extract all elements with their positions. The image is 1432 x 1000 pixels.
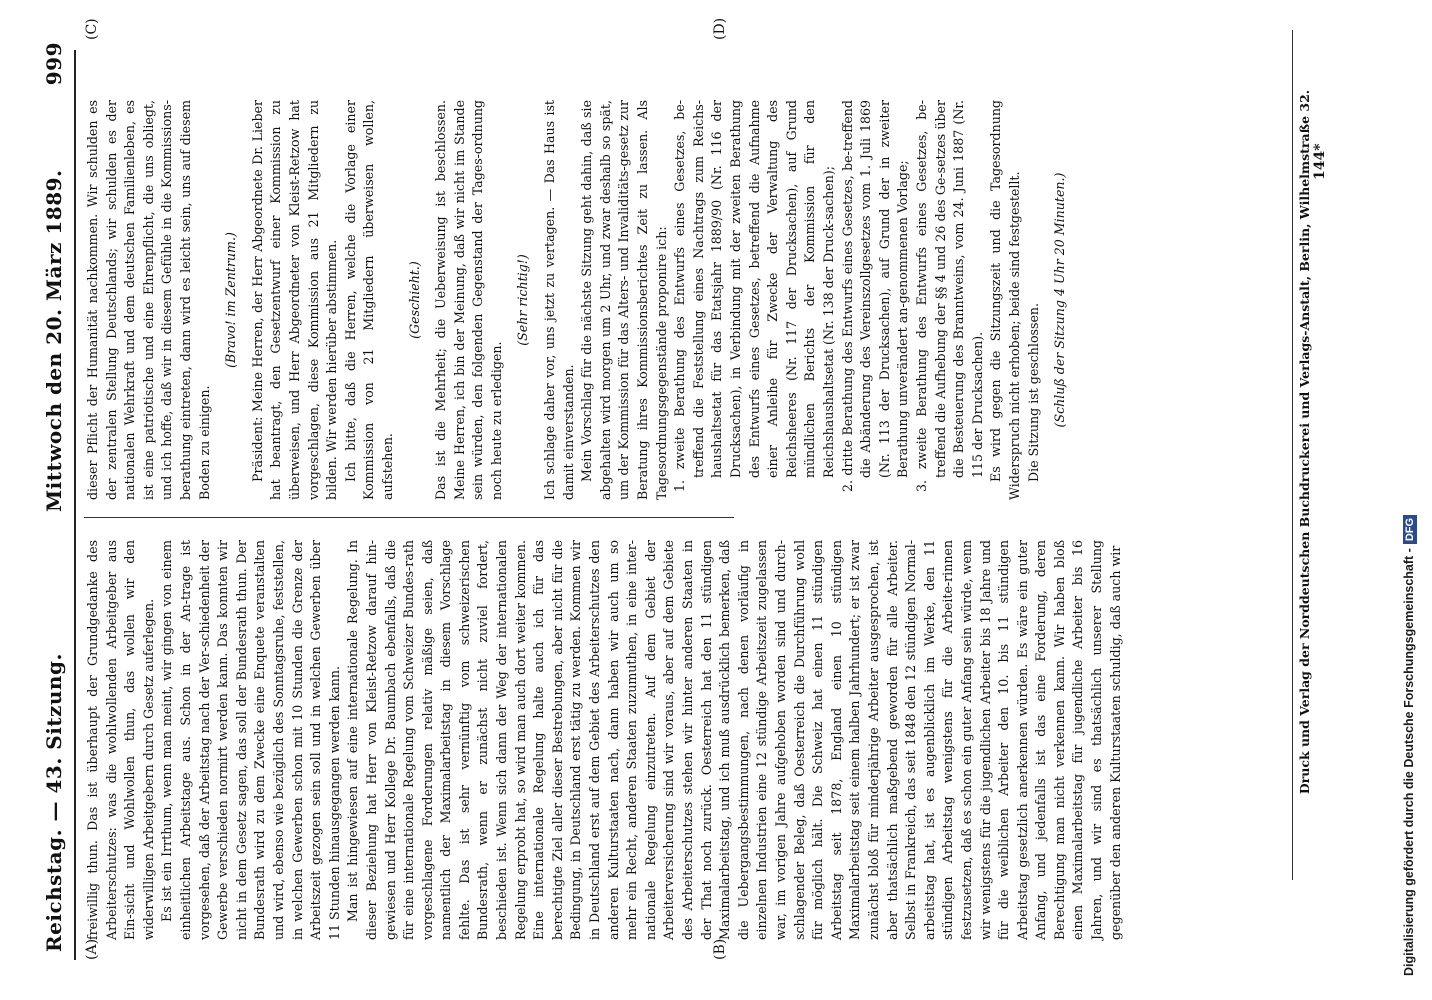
margin-marker-c: (C)	[84, 18, 100, 40]
agenda-item: 3. zweite Berathung des Entwurfs eines Gesetzes, be-treffend die Aufhebung der §§ 4 und 26 des Ge-setzes über die Besteuerung des Branntweins, vom 24. Juni 1887 (Nr. 115 der Drucksachen).	[913, 100, 985, 492]
footer-rule	[1292, 30, 1293, 880]
interjection: (Sehr richtig!)	[515, 254, 531, 346]
header-rule	[74, 50, 76, 960]
paragraph: Ich schlage daher vor, uns jetzt zu vertagen. — Das Haus ist damit einverstanden.	[542, 100, 576, 500]
paragraph: Mein Vorschlag für die nächste Sitzung geht dahin, daß sie abgehalten wird morgen um 2 Uhr, und zwar deshalb so spät, um der Kommission für das Alters- und Invaliditäts-gesetz zur Beratung ihres Kommissionsberichtes Zeit zu lassen. Als Tagesordnungsgegenstände proponire ich:	[579, 100, 669, 500]
digitization-note	[1402, 16, 1417, 976]
interjection: (Bravo! im Zentrum.)	[223, 232, 239, 368]
header-session: Reichstag. — 43. Sitzung.	[42, 653, 66, 952]
paragraph: Die Sitzung ist geschlossen.	[1025, 302, 1041, 482]
page-number: 999	[42, 42, 66, 86]
agenda-item: 1. zweite Berathung des Entwurfs eines Gesetzes, be-treffend die Feststellung eines Nachtrags zum Reichs-haushaltsetat für das Etatsjahr 1889/90 (Nr. 116 der Drucksachen), in Verbindung mit der zweiten Berathung des Entwurfs eines Gesetzes, betreffend die Aufnahme einer Anleihe für Zwecke der Verwaltung des Reichsheeres (Nr. 117 der Drucksachen), auf Grund mündlichen Berichts der Kommission für den Reichshaushaltsetat (Nr. 138 der Druck-sachen);	[672, 100, 836, 492]
margin-marker-a: (A)	[84, 938, 100, 960]
paragraph: Ich bitte, daß die Herren, welche die Vorlage einer Kommission von 21 Mitgliedern überweisen wollen, aufstehen.	[342, 100, 395, 500]
header-date: Mittwoch den 20. März 1889.	[42, 169, 66, 512]
paragraph: Es wird gegen die Sitzungszeit und die Tagesordnung Widerspruch nicht erhoben; beide sind festgestellt.	[988, 100, 1022, 500]
margin-marker-d: (D)	[712, 17, 728, 40]
printer-imprint: Druck und Verlag der Norddeutschen Buchdruckerei und Verlags-Anstalt, Berlin, Wilhelmstraße 32.	[1297, 89, 1312, 795]
sheet-number: 144*	[1312, 143, 1328, 180]
paragraph: dieser Pflicht der Humanität nachkommen. Wir schulden es der zentralen Stellung Deutschlands; wir schulden es der nationalen Wehrkraft und dem deutschen Familienleben, es ist eine patriotische und eine Ehrenpflicht, die uns obliegt, und ich hoffe, daß wir in diesem Gefühle in die Kommissions-berathung eintreten, dann wird es leicht sein, uns auf diesem Boden zu einigen.	[85, 100, 212, 500]
running-header	[42, 42, 72, 952]
dfg-logo: DFG	[1403, 515, 1417, 544]
paragraph: Man ist hingewiesen auf eine internationale Regelung. In dieser Beziehung hat Herr von Kleist-Retzow darauf hin-gewiesen und Herr Kollege Dr. Baumbach ebenfalls, daß die für eine internationale Regelung vom Schweizer Bundes-rath vorgeschlagene Forderungen relativ mäßige seien, daß namentlich der Maximalarbeitstag in diesem Vorschlage fehlte. Das ist sehr vernünftig vom schweizerischen Bundesrath, wenn er zunächst nicht zuviel fordert, beschieden ist. Wenn sich dann der Weg der internationalen Regelung erprobt hat, so wird man auch dort weiter kommen. Eine internationale Regelung halte auch ich für das berechtigte Ziel aller dieser Bestrebungen, aber nicht für die Bedingung, in Deutschland erst tätig zu werden. Kommen wir in Deutschland erst auf dem Gebiet des Arbeiterschutzes den anderen Kulturstaaten nach, dann haben wir auch um so mehr ein Recht, anderen Staaten zuzumuthen, in eine inter-nationale Regelung einzutreten. Auf dem Gebiet der Arbeiterversicherung sind wir voraus, aber auf dem Gebiete des Arbeiterschutzes stehen wir hinter anderen Staaten in der That noch zurück. Oesterreich hat den 11 stündigen Maximalarbeitstag, und ich muß ausdrücklich bemerken, daß die Uebergangsbestimmungen, nach denen vorläufig in einzelnen Industrien eine 12 stündige Arbeitszeit zugelassen war, im vorigen Jahre aufgehoben worden sind und durch-schlagender Beleg, daß Oesterreich die Durchführung wohl für möglich hält. Die Schweiz hat einen 11 stündigen Arbeitstag seit 1878, England einen 10 stündigen Maximalarbeitstag seit einem halben Jahrhundert; er ist zwar zunächst bloß für minderjährige Arbeiter ausgesprochen, ist aber thatsächlich maßgebend geworden für alle Arbeiter. Selbst in Frankreich, das seit 1848 den 12 stündigen Normal-arbeitstag hat, ist es augenblicklich im Werke, den 11 stündigen Arbeitstag wenigstens für die Arbeite-rinnen festzusetzen, daß es schon ein guter Anfang sein würde, wenn wir wenigstens für die jugendlichen Arbeiter bis 18 Jahre und für die weiblichen Arbeiter den 10. bis 11 stündigen Arbeitstag gesetzlich anerkennen würden. Es wäre ein guter Anfang, und jedenfalls ist das eine Forderung, deren Berechtigung man nicht verkennen kann. Wir haben bloß einen Maximalarbeitstag für jugendliche Arbeiter bis 16 Jahren, und wir sind es thatsächlich unserer Stellung gegenüber den anderen Kulturstaaten schuldig, daß auch wir	[345, 540, 1123, 940]
paragraph: Das ist die Mehrheit; die Ueberweisung ist beschlossen. Meine Herren, ich bin der Meinung, daß wir nicht im Stande sein würden, den folgenden Gegenstand der Tages-ordnung noch heute zu erledigen.	[433, 100, 504, 500]
margin-marker-b: (B)	[712, 938, 728, 960]
left-column	[84, 540, 1123, 940]
agenda-item: 2. dritte Berathung des Entwurfs eines Gesetzes, be-treffend die Abänderung des Vereinszollgesetzes vom 1. Juli 1869 (Nr. 113 der Drucksachen), auf Grund der in zweiter Berathung unverändert an-genommenen Vorlage;	[839, 100, 911, 492]
paragraph: freiwillig thun. Das ist überhaupt der Grundgedanke des Arbeiterschutzes: was die wohlwollenden Arbeitgeber aus Ein-sicht und Wohlwollen thun, das wollen wir den widerwilligen Arbeitgebern durch Gesetz auferlegen.	[85, 540, 156, 940]
interjection: (Geschieht.)	[406, 261, 422, 339]
paragraph: Es ist ein Irrthum, wenn man meint, wir gingen von einem einheitlichen Arbeitstage aus. Schon in der An-trage ist vorgesehen, daß der Arbeitstag nach der Ver-schiedenheit der Gewerbe verschieden normirt werden kann. Das konnten wir nicht in dem Gesetz sagen, das soll der Bundesrath thun. Der Bundesrath wird zu dem Zwecke eine Enquete veranstalten und wird, ebenso wie bezüglich des Sonntagsruhe, feststellen, in welchen Gewerben schon mit 10 Stunden die Grenze der Arbeitszeit gezogen sein soll und in welchen Gewerben über 11 Stunden hinausgegangen werden kann.	[159, 540, 342, 940]
column-rule	[84, 517, 734, 518]
right-column	[84, 100, 1068, 500]
session-end: (Schluß der Sitzung 4 Uhr 20 Minuten.)	[1052, 172, 1068, 428]
president-speech: Präsident: Meine Herren, der Herr Abgeordnete Dr. Lieber hat beantragt, den Gesetzentwurf einer Kommission zu überweisen, und Herr Abgeordneter von Kleist-Retzow hat vorgeschlagen, diese Kommission aus 21 Mitgliedern zu bilden. Wir werden hierüber abstimmen.	[249, 100, 340, 500]
digitization-text: Digitalisierung gefördert durch die Deutsche Forschungsgemeinschaft -	[1402, 548, 1416, 976]
